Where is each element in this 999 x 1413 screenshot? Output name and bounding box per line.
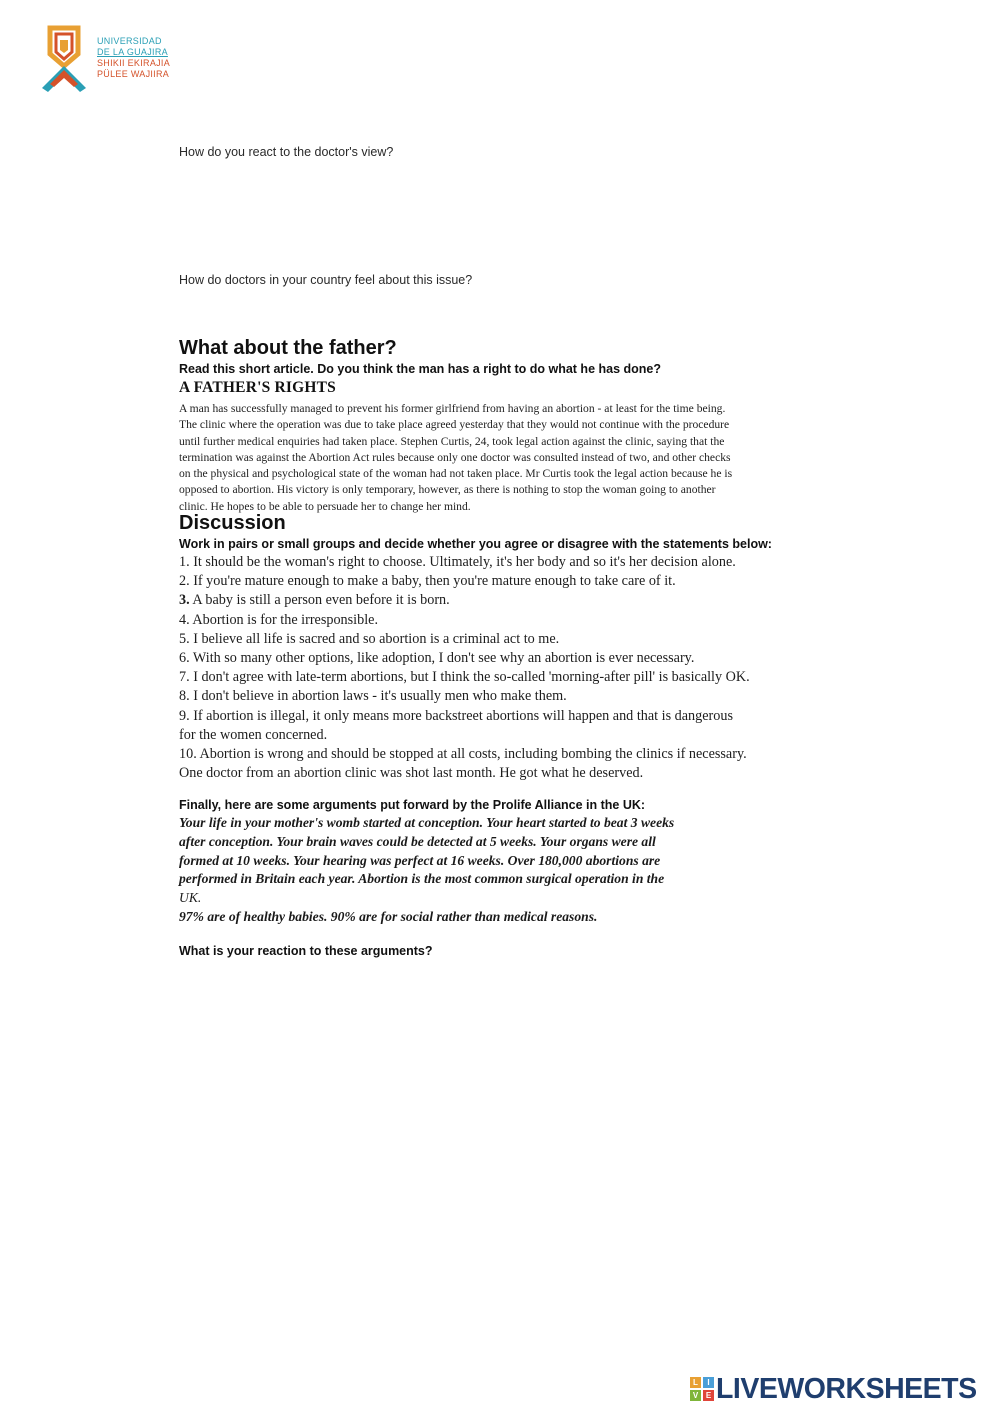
prolife-line: formed at 10 weeks. Your hearing was perfect at 16 weeks. Over 180,000 abortions are — [179, 852, 661, 868]
university-name — [97, 36, 170, 80]
question-reaction: What is your reaction to these arguments? — [179, 944, 433, 958]
prolife-arguments — [179, 814, 859, 927]
article-line: on the physical and psychological state of the woman had not taken place. Mr Curtis took the legal action because he is — [179, 467, 733, 481]
university-name-line-2: DE LA GUAJIRA — [97, 47, 168, 57]
prolife-line — [179, 870, 859, 908]
discussion-instruction: Work in pairs or small groups and decide whether you agree or disagree with the statements below: — [179, 537, 772, 551]
article-line: The clinic where the operation was due to take place agreed yesterday that they would not continue with the procedure — [179, 418, 730, 432]
statement-item: 8. I don't believe in abortion laws - it's usually men who make them. — [179, 688, 567, 705]
statement-item: 6. With so many other options, like adoption, I don't see why an abortion is ever necessary. — [179, 650, 695, 667]
article-line: clinic. He hopes to be able to persuade her to change her mind. — [179, 499, 471, 513]
question-doctors-country: How do doctors in your country feel about this issue? — [179, 273, 473, 287]
university-name-line-3: SHIKII EKIRAJIA — [97, 58, 171, 68]
prolife-line-text: performed in Britain each year. Abortion is the most common surgical operation in the — [179, 871, 665, 887]
brand-block: L — [690, 1377, 701, 1388]
section-title-discussion: Discussion — [179, 512, 286, 534]
university-name-line-1: UNIVERSIDAD — [97, 36, 162, 46]
statement-item: 5. I believe all life is sacred and so abortion is a criminal act to me. — [179, 630, 560, 647]
article-line: until further medical enquiries had taken place. Stephen Curtis, 24, took legal action against the clinic, saying that the — [179, 434, 725, 448]
father-instruction: Read this short article. Do you think the man has a right to do what he has done? — [179, 362, 662, 376]
statement-item: 9. If abortion is illegal, it only means more backstreet abortions will happen and that is dangerous — [179, 707, 733, 724]
brand-block: E — [703, 1390, 714, 1401]
article-body — [179, 401, 871, 515]
liveworksheets-wordmark: LIVEWORKSHEETS — [716, 1373, 977, 1405]
prolife-line: after conception. Your brain waves could be detected at 5 weeks. Your organs were all — [179, 833, 656, 849]
prolife-line-uk: UK. — [179, 890, 202, 906]
article-line: opposed to abortion. His victory is only temporary, however, as there is nothing to stop the woman going to another — [179, 483, 716, 497]
prolife-line: Your life in your mother's womb started at conception. Your heart started to beat 3 weeks — [179, 815, 675, 830]
liveworksheets-blocks-icon — [690, 1377, 714, 1401]
prolife-intro: Finally, here are some arguments put forward by the Prolife Alliance in the UK: — [179, 798, 646, 812]
statement-text: A baby is still a person even before it is born. — [189, 592, 450, 609]
university-logo — [36, 24, 92, 96]
university-knot-logo-icon — [36, 24, 92, 96]
statement-item: 10. Abortion is wrong and should be stopped at all costs, including bombing the clinics if necessary. — [179, 746, 747, 763]
statement-item: 7. I don't agree with late-term abortions, but I think the so-called 'morning-after pill' is basically OK. — [179, 669, 750, 686]
article-title: A FATHER'S RIGHTS — [179, 379, 336, 396]
liveworksheets-brand — [690, 1373, 977, 1405]
article-line: termination was against the Abortion Act rules because only one doctor was consulted instead of two, and other checks — [179, 450, 731, 464]
statement-item-continued: for the women concerned. — [179, 726, 328, 743]
brand-block: V — [690, 1390, 701, 1401]
statement-item — [179, 591, 879, 610]
article-line: A man has successfully managed to prevent his former girlfriend from having an abortion - at least for the time being. — [179, 402, 726, 415]
university-name-line-4: PÜLEE WAJIIRA — [97, 69, 170, 79]
statement-item-continued: One doctor from an abortion clinic was shot last month. He got what he deserved. — [179, 765, 644, 782]
statement-item: 4. Abortion is for the irresponsible. — [179, 611, 378, 628]
statement-list — [179, 553, 879, 783]
question-doctor-view: How do you react to the doctor's view? — [179, 145, 394, 159]
prolife-line: 97% are of healthy babies. 90% are for social rather than medical reasons. — [179, 908, 598, 924]
brand-block: I — [703, 1377, 714, 1388]
section-title-father: What about the father? — [179, 337, 397, 359]
statement-item: 1. It should be the woman's right to choose. Ultimately, it's her body and so it's her decision alone. — [179, 554, 736, 570]
statement-item: 2. If you're mature enough to make a baby, then you're mature enough to take care of it. — [179, 573, 676, 590]
statement-number: 3. — [179, 592, 190, 609]
